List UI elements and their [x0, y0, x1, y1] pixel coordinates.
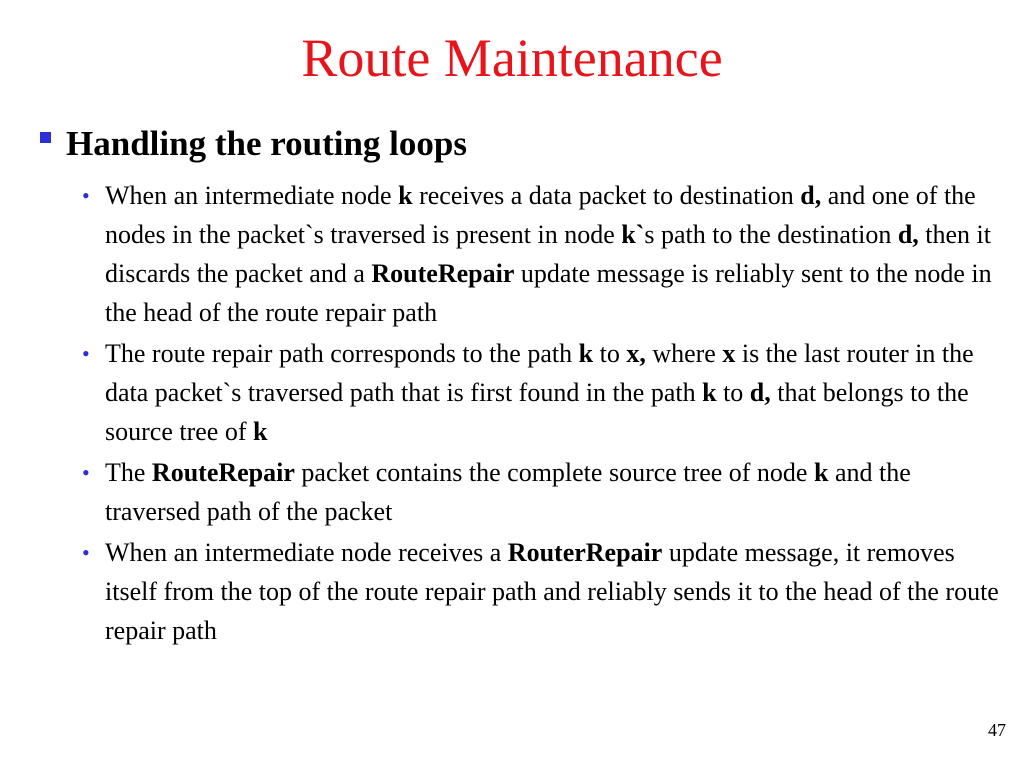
text-run: s path to the destination [644, 220, 898, 249]
bold-term: RouteRepair [371, 259, 515, 288]
bold-term: d, [800, 181, 822, 210]
bold-term: RouteRepair [151, 458, 295, 487]
bold-term: d, [897, 220, 919, 249]
text-run: packet contains the complete source tree of node [294, 458, 814, 487]
square-bullet-icon [40, 132, 51, 143]
bold-term: k [398, 181, 413, 210]
text-run: receives a data packet to destination [412, 181, 801, 210]
bullet-dot-icon: • [82, 341, 90, 366]
bold-term: x [722, 339, 736, 368]
text-run: and one of the nodes in the packet`s traversed is present in node [105, 181, 976, 249]
text-run: is the last router in the data packet`s traversed path that is first found in the path [105, 339, 974, 407]
section-heading-text: Handling the routing loops [66, 124, 467, 163]
bold-term: k [252, 417, 268, 446]
text-run: to [716, 378, 750, 407]
bullet-item [82, 453, 1002, 531]
text-run: update message is reliably sent to the node in the head of the route repair path [105, 259, 992, 327]
text-run: The [105, 458, 152, 487]
text-run: update message, it removes itself from the top of the route repair path and reliably sends it to the head of the route repair path [105, 538, 999, 645]
text-run: then it discards the packet and a [105, 220, 992, 288]
page-number: 47 [988, 720, 1006, 740]
bullet-dot-icon: • [82, 460, 90, 485]
bold-term: d, [749, 378, 771, 407]
text-run: to [593, 339, 627, 368]
bullet-item [82, 176, 1002, 332]
text-run: and the traversed path of the packet [105, 458, 911, 526]
bullet-item [82, 334, 1002, 451]
text-run: where [645, 339, 723, 368]
text-run: When an intermediate node [105, 181, 399, 210]
bold-term: x, [626, 339, 646, 368]
text-run: When an intermediate node receives a [105, 538, 508, 567]
bold-term: k [578, 339, 594, 368]
bullet-dot-icon: • [82, 540, 90, 565]
bullet-text [105, 181, 992, 327]
text-run: that belongs to the source tree of [105, 378, 969, 446]
section-heading [40, 122, 467, 166]
bullet-text [105, 458, 911, 526]
bullet-text [105, 538, 999, 645]
bold-term: k [813, 458, 829, 487]
bullet-list [82, 176, 1002, 652]
bold-term: k` [621, 220, 645, 249]
text-run: The route repair path corresponds to the path [105, 339, 579, 368]
bold-term: k [702, 378, 717, 407]
bullet-text [105, 339, 974, 446]
bold-term: RouterRepair [507, 538, 663, 567]
slide-title: Route Maintenance [301, 28, 723, 88]
bullet-item [82, 533, 1002, 650]
bullet-dot-icon: • [82, 183, 90, 208]
